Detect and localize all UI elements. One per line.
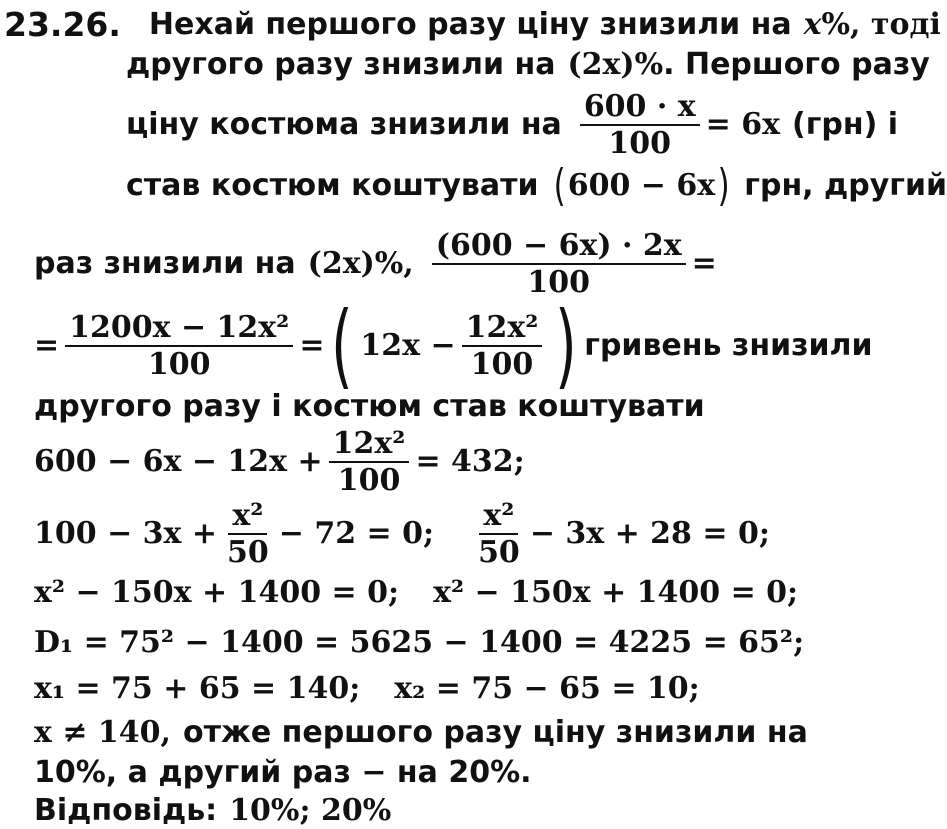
discriminant-line: D₁ = 75² − 1400 = 5625 − 1400 = 4225 = 65²; bbox=[34, 625, 805, 660]
fraction-denominator: 100 bbox=[147, 347, 211, 382]
line-12 bbox=[34, 671, 700, 706]
line-2-text: другого разу знизили на bbox=[126, 47, 556, 82]
line-3-result: = 6x bbox=[705, 107, 780, 142]
line-14-text: 10%, а другий раз − на 20%. bbox=[34, 755, 532, 790]
problem-number: 23.26. bbox=[4, 5, 121, 44]
line-13-expr: x ≠ 140, bbox=[34, 715, 171, 750]
line-7 bbox=[34, 389, 705, 424]
line-9-expr: 100 − 3x + bbox=[34, 516, 217, 551]
line-1 bbox=[4, 5, 941, 44]
line-1-var: x bbox=[803, 6, 822, 42]
line-6-tail: гривень знизили bbox=[584, 328, 873, 363]
line-9-tail: − 3x + 28 = 0; bbox=[529, 516, 770, 551]
line-1-tail: %, тоді bbox=[821, 6, 941, 42]
fraction-numerator: 12x² bbox=[329, 428, 410, 464]
fraction-600-6x-2x bbox=[432, 227, 686, 300]
fraction-600x-100 bbox=[580, 88, 700, 161]
fraction-numerator: x² bbox=[228, 500, 267, 536]
line-3-text: ціну костюма знизили на bbox=[126, 107, 562, 142]
line-6-inner: 12x − bbox=[360, 328, 456, 363]
line-7-text: другого разу і костюм став коштувати bbox=[34, 389, 705, 424]
line-2-expr: (2x)% bbox=[567, 47, 664, 82]
line-10-eq-b: x² − 150x + 1400 = 0; bbox=[433, 575, 799, 610]
line-11 bbox=[34, 625, 805, 660]
line-4-tail: грн, другий bbox=[744, 167, 947, 203]
equals-sign: = bbox=[299, 328, 325, 363]
fraction-denominator: 100 bbox=[527, 265, 590, 300]
fraction-numerator: 1200x − 12x² bbox=[65, 312, 293, 348]
line-5-text: раз знизили на bbox=[34, 246, 296, 281]
fraction-1200x bbox=[65, 309, 293, 382]
line-1-text: Нехай першого разу ціну знизили на bbox=[148, 6, 792, 42]
answer-line bbox=[34, 793, 392, 828]
line-8-result: = 432; bbox=[415, 444, 525, 479]
fraction-x2-50 bbox=[223, 497, 273, 570]
fraction-denominator: 100 bbox=[608, 126, 672, 161]
line-13 bbox=[34, 715, 808, 750]
fraction-denominator: 50 bbox=[227, 535, 269, 570]
line-3 bbox=[126, 88, 898, 162]
fraction-denominator: 50 bbox=[478, 535, 520, 570]
equals-sign: = bbox=[691, 246, 717, 281]
fraction-numerator: 12x² bbox=[462, 312, 543, 348]
root-2: x₂ = 75 − 65 = 10; bbox=[394, 671, 700, 706]
fraction-x2-50-b bbox=[474, 497, 524, 570]
line-9 bbox=[34, 496, 770, 572]
fraction-numerator: 600 · x bbox=[580, 91, 700, 127]
line-10 bbox=[34, 575, 799, 610]
fraction-12x2-100-b bbox=[329, 425, 410, 498]
line-9-mid: − 72 = 0; bbox=[278, 516, 435, 551]
line-13-text: отже першого разу ціну знизили на bbox=[182, 715, 808, 750]
equals-sign: = bbox=[34, 328, 60, 363]
line-4-expr: 600 − 6x bbox=[567, 167, 716, 203]
line-8-expr: 600 − 6x − 12x + bbox=[34, 444, 323, 479]
line-6: = $\frac{\text{1200x − 12x²}}{100}$ = ( 12x − $\frac{\text{12x²}}{100}$ ) гривень знизили bbox=[34, 292, 873, 400]
fraction-numerator: (600 − 6x) · 2x bbox=[432, 230, 686, 266]
answer-label: Відповідь: bbox=[34, 793, 218, 828]
line-5-expr: (2x)%, bbox=[307, 246, 414, 281]
line-8 bbox=[34, 424, 525, 500]
fraction-denominator: 100 bbox=[470, 347, 534, 382]
line-3-tail: (грн) і bbox=[792, 107, 899, 142]
fraction-numerator: x² bbox=[479, 500, 518, 536]
line-10-eq-a: x² − 150x + 1400 = 0; bbox=[34, 575, 400, 610]
line-4-text: став костюм коштувати bbox=[126, 167, 539, 203]
root-1: x₁ = 75 + 65 = 140; bbox=[34, 671, 361, 706]
line-5 bbox=[34, 224, 717, 304]
fraction-12x2-100 bbox=[462, 309, 543, 382]
fraction-denominator: 100 bbox=[337, 463, 401, 498]
line-2-tail: . Першого разу bbox=[663, 47, 930, 82]
line-4: став костюм коштувати ( 600 − 6x ) грн, другий bbox=[126, 160, 947, 211]
line-14 bbox=[34, 755, 532, 790]
answer-value: 10%; 20% bbox=[229, 793, 392, 828]
line-2 bbox=[126, 47, 930, 82]
